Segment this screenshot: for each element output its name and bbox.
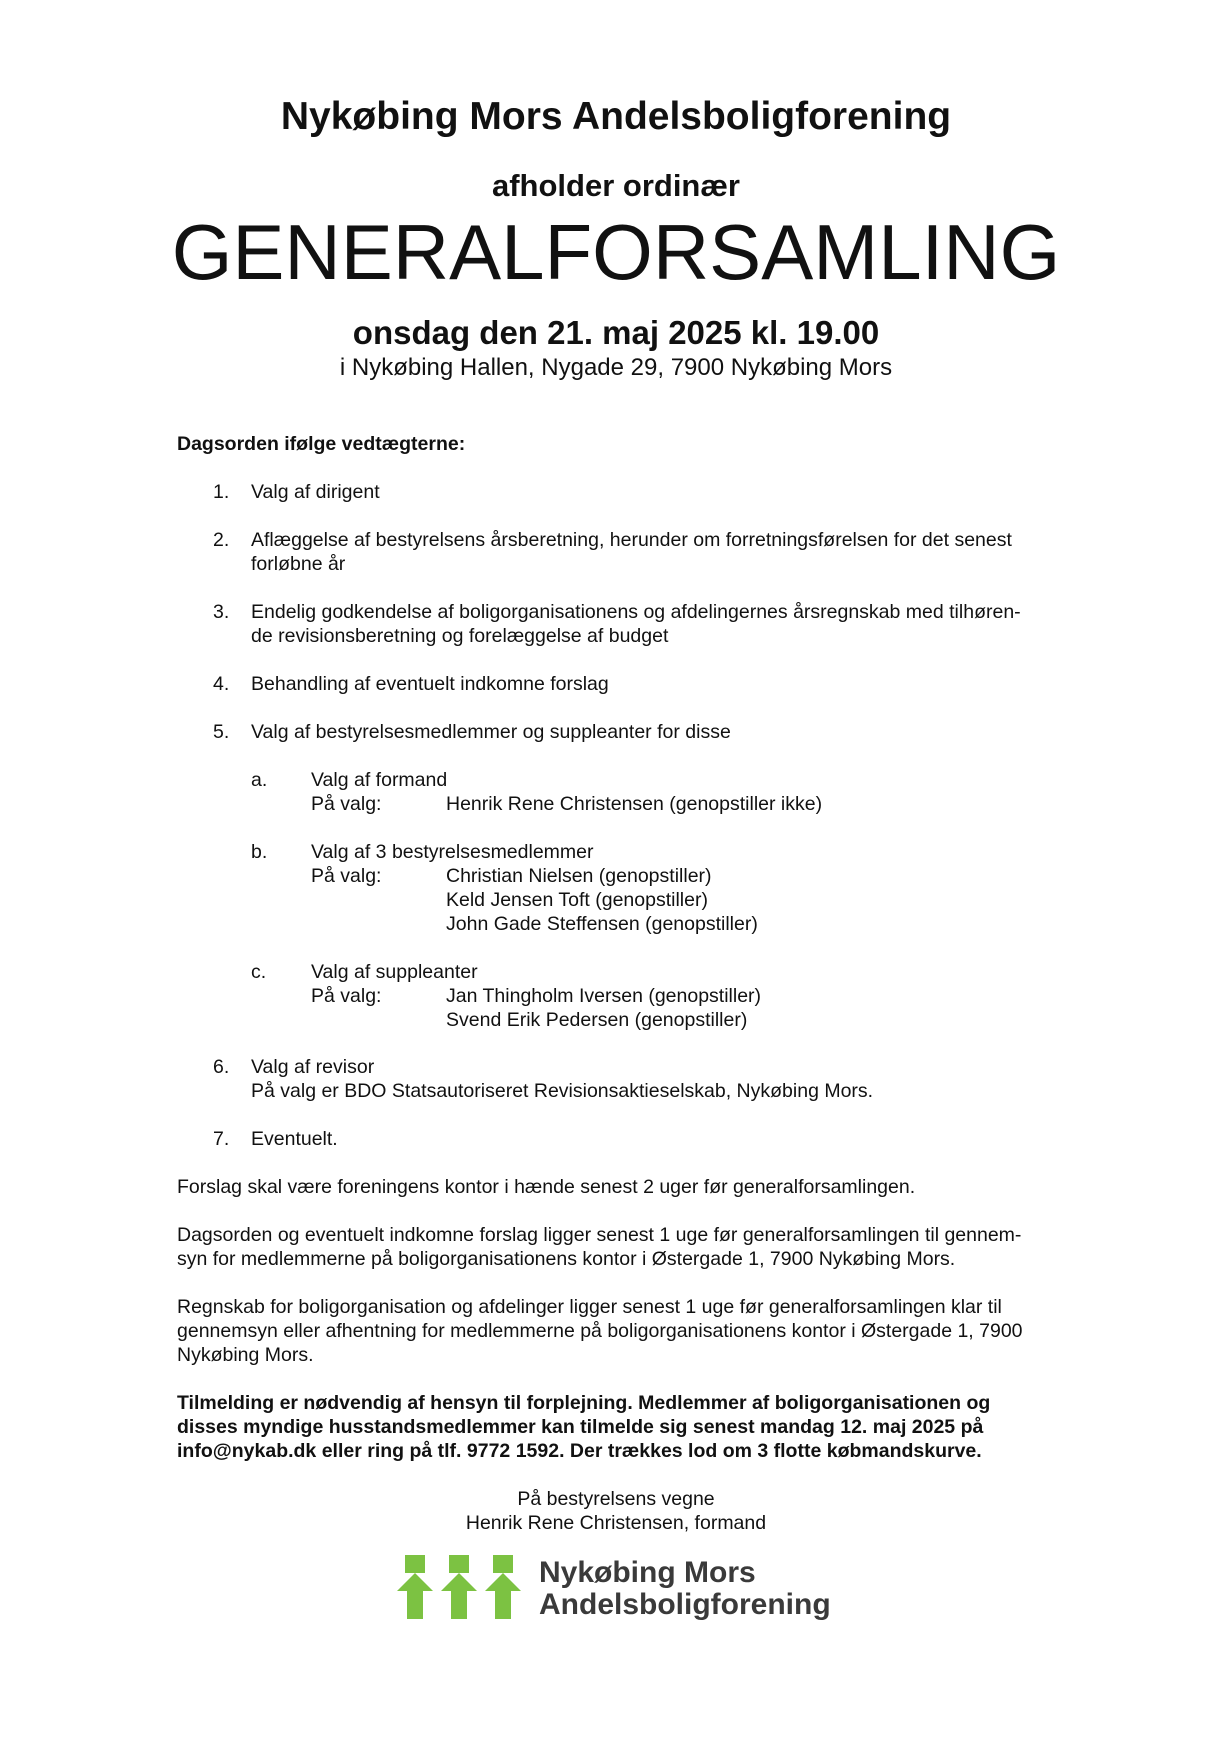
candidate-name: John Gade Steffensen (genopstiller): [446, 913, 758, 935]
agenda-item-text: Aflæggelse af bestyrelsens årsberetning, herunder om forretningsførelsen for det senest: [251, 529, 1012, 551]
paragraph-line: Nykøbing Mors.: [177, 1344, 314, 1366]
subitem-letter: c.: [251, 961, 267, 983]
agenda-item-text: Endelig godkendelse af boligorganisationens og afdelingernes årsregnskab med tilhøren-: [251, 601, 1021, 623]
subitem-label: På valg:: [311, 985, 382, 1007]
candidate-name: Svend Erik Pedersen (genopstiller): [446, 1009, 748, 1031]
candidate-name: Jan Thingholm Iversen (genopstiller): [446, 985, 762, 1007]
logo-text: [539, 1557, 831, 1621]
signature-name: Henrik Rene Christensen, formand: [465, 1512, 767, 1534]
signature-line: På bestyrelsens vegne: [517, 1488, 715, 1510]
agenda-item-number: 5.: [213, 721, 230, 743]
subitem-title: Valg af formand: [311, 769, 448, 791]
agenda-item-number: 6.: [213, 1056, 230, 1078]
subitem-label: På valg:: [311, 793, 382, 815]
subtitle: afholder ordinær: [491, 168, 740, 203]
paragraph-line: disses myndige husstandsmedlemmer kan tilmelde sig senest mandag 12. maj 2025 på: [177, 1416, 984, 1438]
organization-title: Nykøbing Mors Andelsboligforening: [280, 95, 952, 138]
agenda-item-text: forløbne år: [251, 553, 346, 575]
logo-line-2: Andelsboligforening: [539, 1588, 831, 1621]
subitem-title: Valg af suppleanter: [311, 961, 478, 983]
paragraph-line: Tilmelding er nødvendig af hensyn til forplejning. Medlemmer af boligorganisationen og: [177, 1392, 991, 1414]
paragraph-line: Regnskab for boligorganisation og afdelinger ligger senest 1 uge før generalforsamlingen klar til: [177, 1296, 1002, 1318]
agenda-item-text: Valg af dirigent: [251, 481, 380, 503]
candidate-name: Keld Jensen Toft (genopstiller): [446, 889, 708, 911]
agenda-item-number: 1.: [213, 481, 230, 503]
organization-logo: [397, 1553, 837, 1629]
paragraph-line: gennemsyn eller afhentning for medlemmerne på boligorganisationens kontor i Østergade 1, 7900: [177, 1320, 1023, 1342]
agenda-item-number: 3.: [213, 601, 230, 623]
agenda-item-number: 7.: [213, 1128, 230, 1150]
meeting-date: onsdag den 21. maj 2025 kl. 19.00: [352, 314, 880, 351]
subitem-letter: b.: [251, 841, 268, 863]
agenda-item-text: Valg af revisor: [251, 1056, 375, 1078]
subitem-letter: a.: [251, 769, 268, 791]
agenda-item-text: På valg er BDO Statsautoriseret Revisionsaktieselskab, Nykøbing Mors.: [251, 1080, 874, 1102]
logo-line-1: Nykøbing Mors: [539, 1556, 756, 1589]
main-title: GENERALFORSAMLING: [171, 208, 1061, 296]
candidate-name: Henrik Rene Christensen (genopstiller ikke): [446, 793, 823, 815]
paragraph-line: Forslag skal være foreningens kontor i hænde senest 2 uger før generalforsamlingen.: [177, 1176, 916, 1198]
subitem-title: Valg af 3 bestyrelsesmedlemmer: [311, 841, 594, 863]
paragraph-line: syn for medlemmerne på boligorganisationens kontor i Østergade 1, 7900 Nykøbing Mors.: [177, 1248, 956, 1270]
agenda-item-text: de revisionsberetning og forelæggelse af budget: [251, 625, 669, 647]
agenda-item-number: 4.: [213, 673, 230, 695]
agenda-item-text: Valg af bestyrelsesmedlemmer og suppleanter for disse: [251, 721, 731, 743]
candidate-name: Christian Nielsen (genopstiller): [446, 865, 712, 887]
agenda-heading: Dagsorden ifølge vedtægterne:: [177, 433, 466, 455]
paragraph-line: Dagsorden og eventuelt indkomne forslag ligger senest 1 uge før generalforsamlingen til gennem-: [177, 1224, 1022, 1246]
paragraph-line: info@nykab.dk eller ring på tlf. 9772 1592. Der trækkes lod om 3 flotte købmandskurve.: [177, 1440, 982, 1462]
subitem-label: På valg:: [311, 865, 382, 887]
agenda-item-number: 2.: [213, 529, 230, 551]
meeting-location: i Nykøbing Hallen, Nygade 29, 7900 Nykøbing Mors: [339, 354, 893, 381]
house-arrows-icon: [397, 1553, 527, 1629]
agenda-item-text: Behandling af eventuelt indkomne forslag: [251, 673, 609, 695]
agenda-item-text: Eventuelt.: [251, 1128, 338, 1150]
